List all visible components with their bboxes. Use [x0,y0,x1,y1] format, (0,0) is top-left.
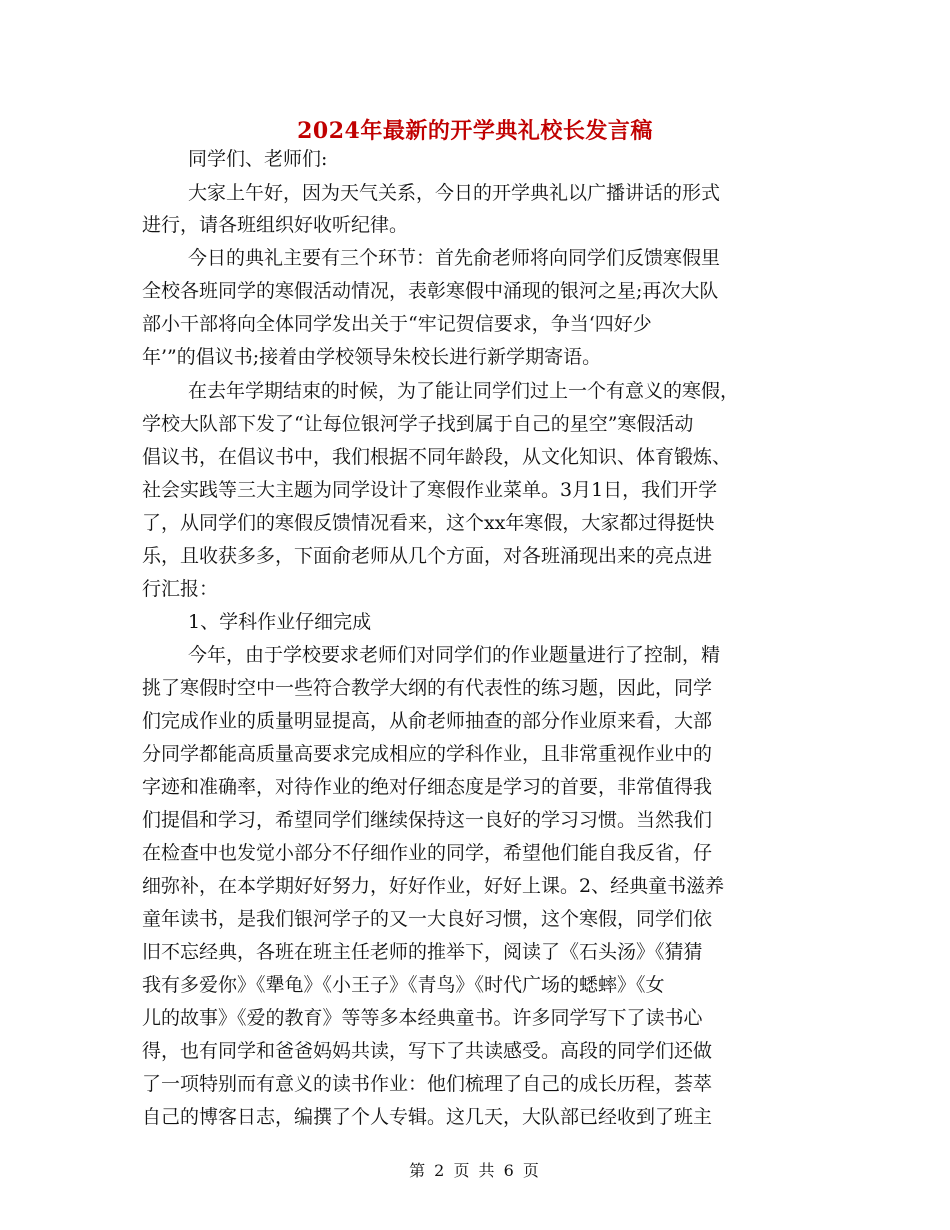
text-line: 全校各班同学的寒假活动情况，表彰寒假中涌现的银河之星;再次大队 [142,280,719,302]
text-line: 童年读书，是我们银河学子的又一大良好习惯，这个寒假，同学们依 [142,908,713,930]
text-line: 分同学都能高质量高要求完成相应的学科作业，且非常重视作业中的 [142,743,713,765]
text-line: 行汇报： [142,578,219,600]
text-line: 年’”的倡议书;接着由学校领导朱校长进行新学期寄语。 [142,346,602,368]
text-line: 得，也有同学和爸爸妈妈共读，写下了共读感受。高段的同学们还做 [142,1040,713,1062]
text-line: 社会实践等三大主题为同学设计了寒假作业菜单。3月1日，我们开学 [142,479,718,501]
text-line: 大家上午好，因为天气关系，今日的开学典礼以广播讲话的形式 [188,182,721,204]
text-line: 字迹和准确率，对待作业的绝对仔细态度是学习的首要，非常值得我 [142,776,713,798]
text-line: 们提倡和学习，希望同学们继续保持这一良好的学习习惯。当然我们 [142,809,713,831]
text-line: 们完成作业的质量明显提高，从俞老师抽查的部分作业原来看，大部 [142,710,713,732]
text-line: 我有多爱你》《犟龟》《小王子》《青鸟》《时代广场的蟋蟀》《女 [142,974,665,996]
text-line: 同学们、老师们: [188,148,328,170]
text-line: 今日的典礼主要有三个环节：首先俞老师将向同学们反馈寒假里 [188,247,721,269]
text-line: 旧不忘经典，各班在班主任老师的推举下，阅读了《石头汤》《猜猜 [142,941,703,963]
text-line: 在检查中也发觉小部分不仔细作业的同学，希望他们能自我反省，仔 [142,842,713,864]
text-line: 部小干部将向全体同学发出关于“牢记贺信要求，争当‘四好少 [142,313,652,335]
document-title: 2024年最新的开学典礼校长发言稿 [297,118,653,144]
text-line: 在去年学期结束的时候，为了能让同学们过上一个有意义的寒假， [188,380,740,402]
text-line: 细弥补，在本学期好好努力，好好作业，好好上课。2、经典童书滋养 [142,875,725,897]
text-line: 了一项特别而有意义的读书作业：他们梳理了自己的成长历程，荟萃 [142,1073,713,1095]
text-line: 乐，且收获多多，下面俞老师从几个方面，对各班涌现出来的亮点进 [142,545,713,567]
text-line: 进行，请各班组织好收听纪律。 [142,214,409,236]
text-line: 今年，由于学校要求老师们对同学们的作业题量进行了控制，精 [188,644,721,666]
page-number: 第 2 页 共 6 页 [409,1161,541,1180]
text-line: 了，从同学们的寒假反馈情况看来，这个xx年寒假，大家都过得挺快 [142,512,715,534]
text-line: 自己的博客日志，编撰了个人专辑。这几天，大队部已经收到了班主 [142,1106,713,1128]
text-line: 儿的故事》《爱的教育》等等多本经典童书。许多同学写下了读书心 [142,1007,703,1029]
text-line: 挑了寒假时空中一些符合教学大纲的有代表性的练习题，因此，同学 [142,677,713,699]
list-heading: 1、学科作业仔细完成 [188,611,372,633]
text-line: 学校大队部下发了“让每位银河学子找到属于自己的星空”寒假活动 [142,413,694,435]
text-line: 倡议书，在倡议书中，我们根据不同年龄段，从文化知识、体育锻炼、 [142,446,732,468]
